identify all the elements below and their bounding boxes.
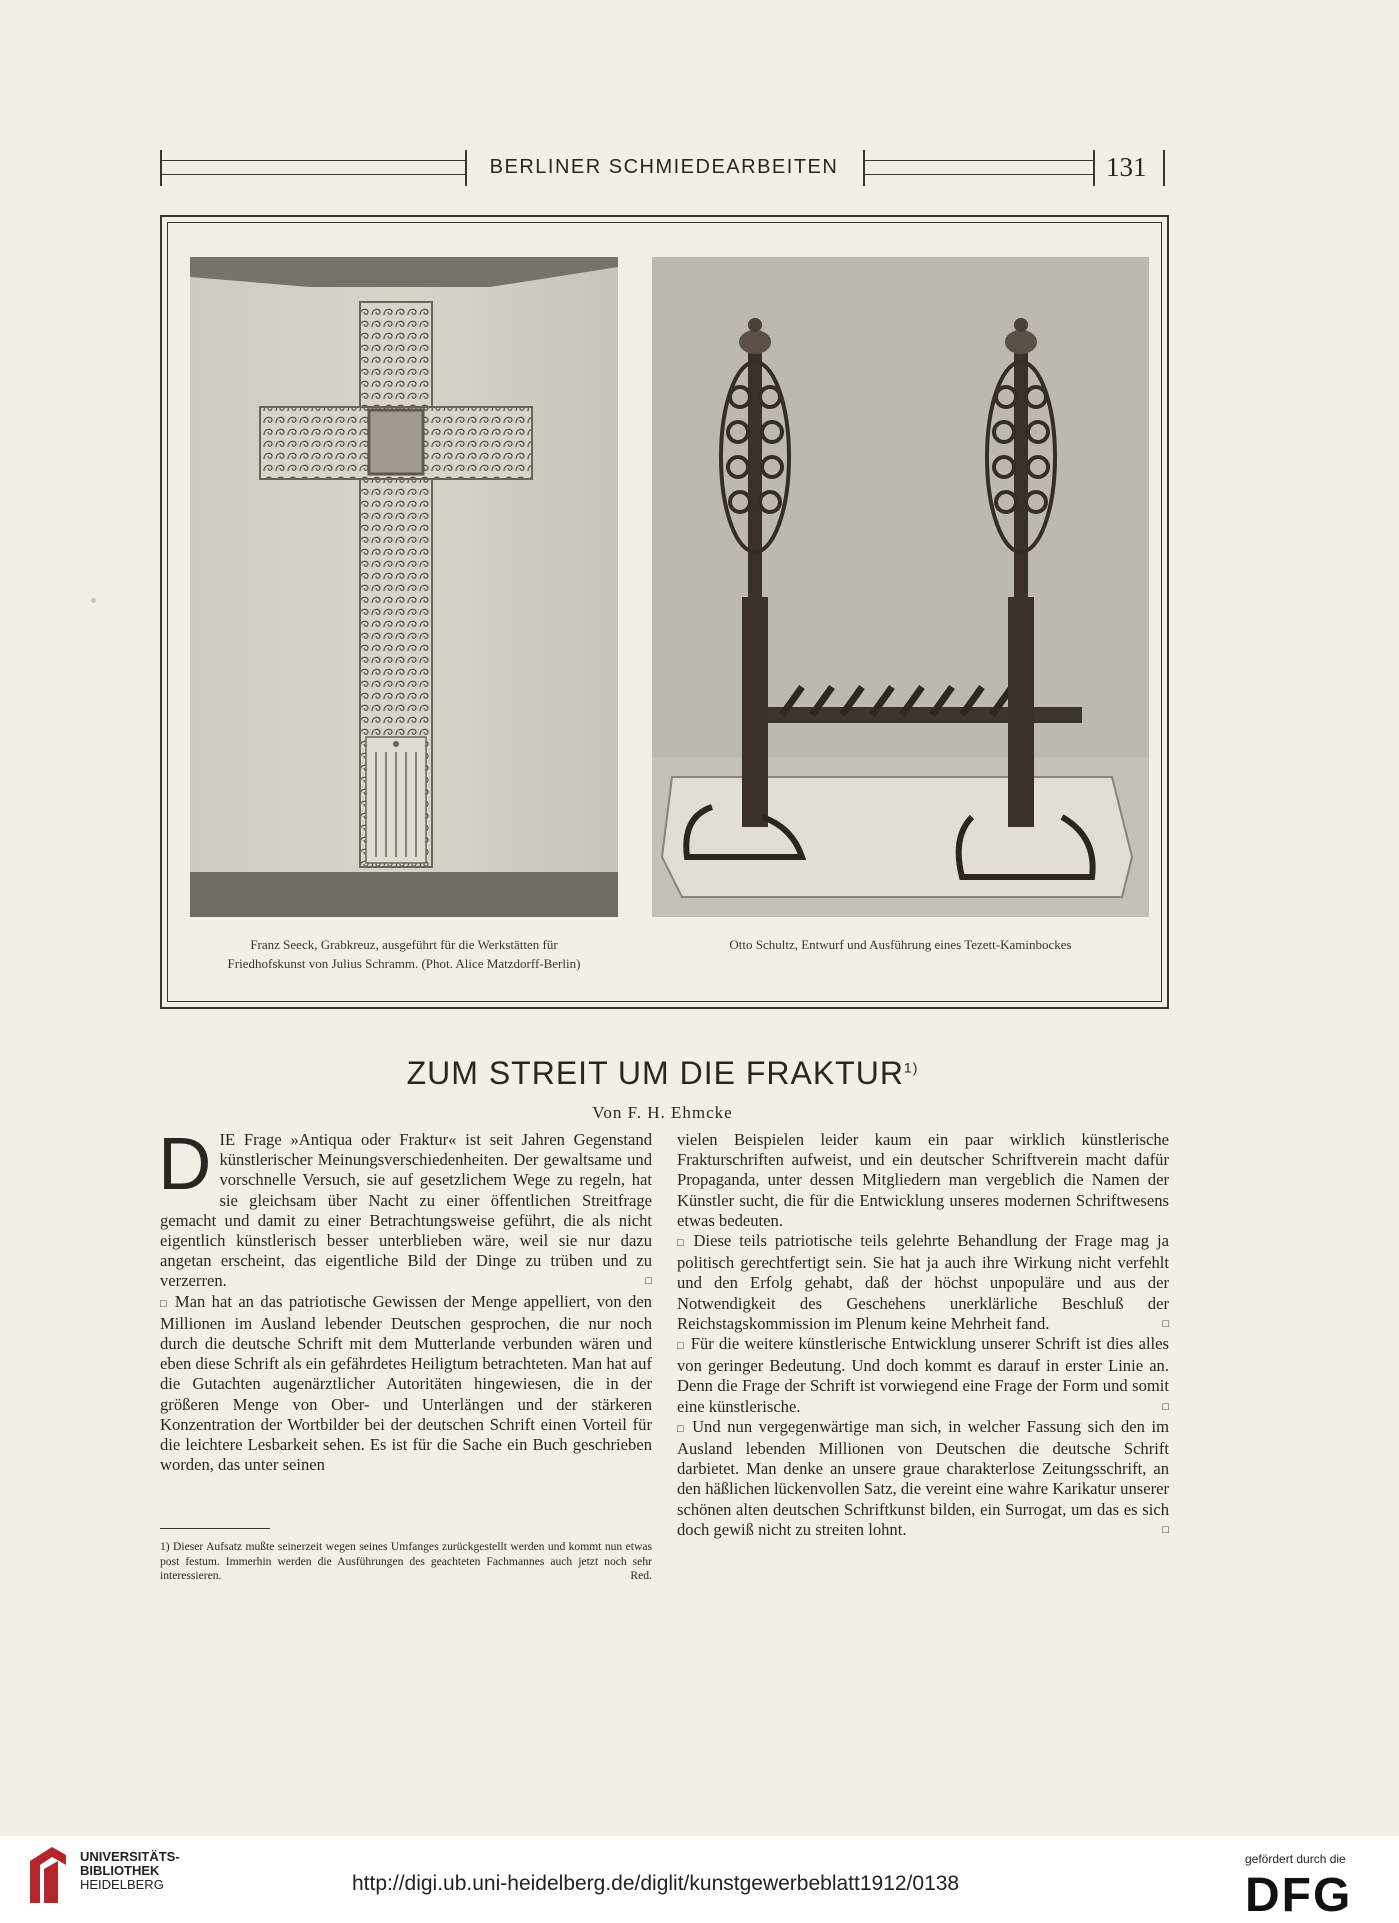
paragraph-mark: □ (1162, 1400, 1169, 1413)
university-library-logo-icon[interactable] (22, 1843, 72, 1907)
paragraph-mark: □ (160, 1297, 169, 1310)
article-byline: Von F. H. Ehmcke (592, 1103, 733, 1122)
source-url-link[interactable]: http://digi.ub.uni-heidelberg.de/diglit/kunstgewerbeblatt1912/0138 (352, 1872, 960, 1895)
paragraph (677, 1417, 1169, 1540)
running-head-title: BERLINER SCHMIEDEARBEITEN (489, 156, 839, 178)
paragraph-text: Diese teils patriotische teils gelehrte Behandlung der Frage mag ja politisch gerechtfertigt sein. Sie hat ja auch ihre Wirkung nicht verfehlt und den Erfolg gehabt, daß der höchst unpopuläre und aus der Notwendigkeit des Geschehens unerklärliche Beschluß der Reichstagskommission im Plenum keine Mehrheit fand. (677, 1231, 1169, 1333)
paragraph (677, 1334, 1169, 1417)
running-head (160, 150, 1165, 186)
paper-speck (91, 598, 96, 603)
article-title-text: ZUM STREIT UM DIE FRAKTUR (406, 1055, 904, 1091)
paragraph-text: vielen Beispielen leider kaum ein paar wirklich künstlerische Frakturschriften aufweist, und ein deutscher Schriftverein macht dafür Propaganda, unter dessen Mitgliedern man vergeblich die Namen der Künstler sucht, die für die Entwicklung unseres modernen Schriftwesens etwas bedeuten. (677, 1130, 1169, 1230)
library-line: HEIDELBERG (80, 1877, 164, 1892)
paragraph-text: Man hat an das patriotische Gewissen der Menge appelliert, von den Millionen im Ausland lebender Deutschen gesprochen, die nur noch durch die deutsche Schrift mit dem Mutterlande verbunden wären und eben diese Schrift als ein gefährdetes Heiligtum betrachteten. Man hat auf die Gutachten augenärztlicher Autoritäten hingewiesen, die in der größeren Menge von Ober- und Unterlängen und der stärkeren Konzentration der Wortbilder bei der deutschen Schrift einen Vorteil für die leichtere Lesbarkeit sehen. Es ist für die Sache ein Buch geschrieben worden, das unter seinen (160, 1291, 652, 1475)
funding-note: gefördert durch die (1245, 1852, 1346, 1866)
library-name (80, 1850, 180, 1892)
paragraph-mark: □ (1162, 1317, 1169, 1330)
paragraph-mark: □ (677, 1422, 687, 1435)
article-column-right (677, 1130, 1169, 1540)
figure-frame (160, 215, 1169, 1009)
rule-bar (1163, 150, 1165, 186)
footnote (160, 1540, 652, 1584)
rule-line (160, 174, 465, 175)
andiron-icon (652, 257, 1149, 917)
page-number: 131 (1106, 152, 1147, 182)
caption-line: Friedhofskunst von Julius Schramm. (Phot. Alice Matzdorff-Berlin) (227, 956, 581, 971)
paragraph (677, 1231, 1169, 1334)
rule-bar (1093, 150, 1095, 186)
footnote-rule (160, 1528, 270, 1529)
paragraph (160, 1292, 652, 1476)
grave-cross-photo (190, 257, 618, 917)
paragraph-mark: □ (677, 1237, 688, 1250)
rule-bar (863, 150, 865, 186)
caption-line: Otto Schultz, Entwurf und Ausführung eines Tezett-Kaminbockes (729, 937, 1072, 952)
paragraph (677, 1130, 1169, 1231)
library-line: BIBLIOTHEK (80, 1863, 160, 1878)
cross-icon (190, 257, 618, 917)
paragraph-mark: □ (645, 1275, 652, 1288)
footnote-sign: Red. (630, 1569, 652, 1583)
paragraph-text: IE Frage »Antiqua oder Fraktur« ist seit Jahren Gegenstand künstlerischer Meinungsverschiedenheiten. Der gewaltsame und vorschnelle Versuch, sie auf gesetzlichem Wege zu regeln, hat sie gleichsam über Nacht zu einer öffentlichen Streitfrage gemacht und damit zu einer Betrachtungsweise geführt, die als nicht eigentlich künstlerisch besser unterblieben wäre, weil sie nur dazu angetan erscheint, das eigentliche Bild der Dinge zu trüben und zu verzerren. (160, 1130, 652, 1291)
rule-line (863, 160, 1093, 161)
figure-caption-right (652, 935, 1149, 954)
footnote-text: 1) Dieser Aufsatz mußte seinerzeit wegen seines Umfanges zurückgestellt werden und kommt nun etwas post festum. Immerhin werden die Ausführungen des geachteten Fachmannes auch jetzt noch sehr interessieren. (160, 1540, 652, 1583)
paragraph-text: Und nun vergegenwärtige man sich, in welcher Fassung sich den im Ausland lebenden Millionen von Deutschen die deutsche Schrift darbietet. Man denke an unsere graue charakterlose Zeitungsschrift, an den häßlichen lückenvollen Satz, die vereint eine wahre Karikatur unserer schönen alten deutschen Schriftkunst bilden, ein Surrogat, um das es sich doch gewiß nicht zu streiten lohnt. (677, 1416, 1169, 1539)
paragraph-mark: □ (677, 1340, 685, 1353)
rule-line (863, 174, 1093, 175)
title-footnote-ref: 1) (903, 1059, 919, 1076)
drop-cap: D (158, 1122, 212, 1205)
caption-line: Franz Seeck, Grabkreuz, ausgeführt für die Werkstätten für (250, 937, 558, 952)
article-column-left (158, 1122, 652, 1475)
andiron-photo (652, 257, 1149, 917)
article-title (160, 1055, 1165, 1092)
figure-caption-left (190, 935, 618, 973)
paragraph-mark: □ (1162, 1523, 1169, 1536)
paragraph (158, 1122, 652, 1292)
rule-line (160, 160, 465, 161)
rule-bar (160, 150, 162, 186)
dfg-logo[interactable]: DFG (1245, 1869, 1353, 1922)
paragraph-text: Für die weitere künstlerische Entwicklung unserer Schrift ist dies alles von geringer Bedeutung. Und doch kommt es darauf in erster Linie an. Denn die Frage der Schrift ist vorwiegend eine Frage der Form und somit eine künstlerische. (677, 1334, 1169, 1416)
rule-bar (465, 150, 467, 186)
library-line: UNIVERSITÄTS- (80, 1849, 180, 1864)
